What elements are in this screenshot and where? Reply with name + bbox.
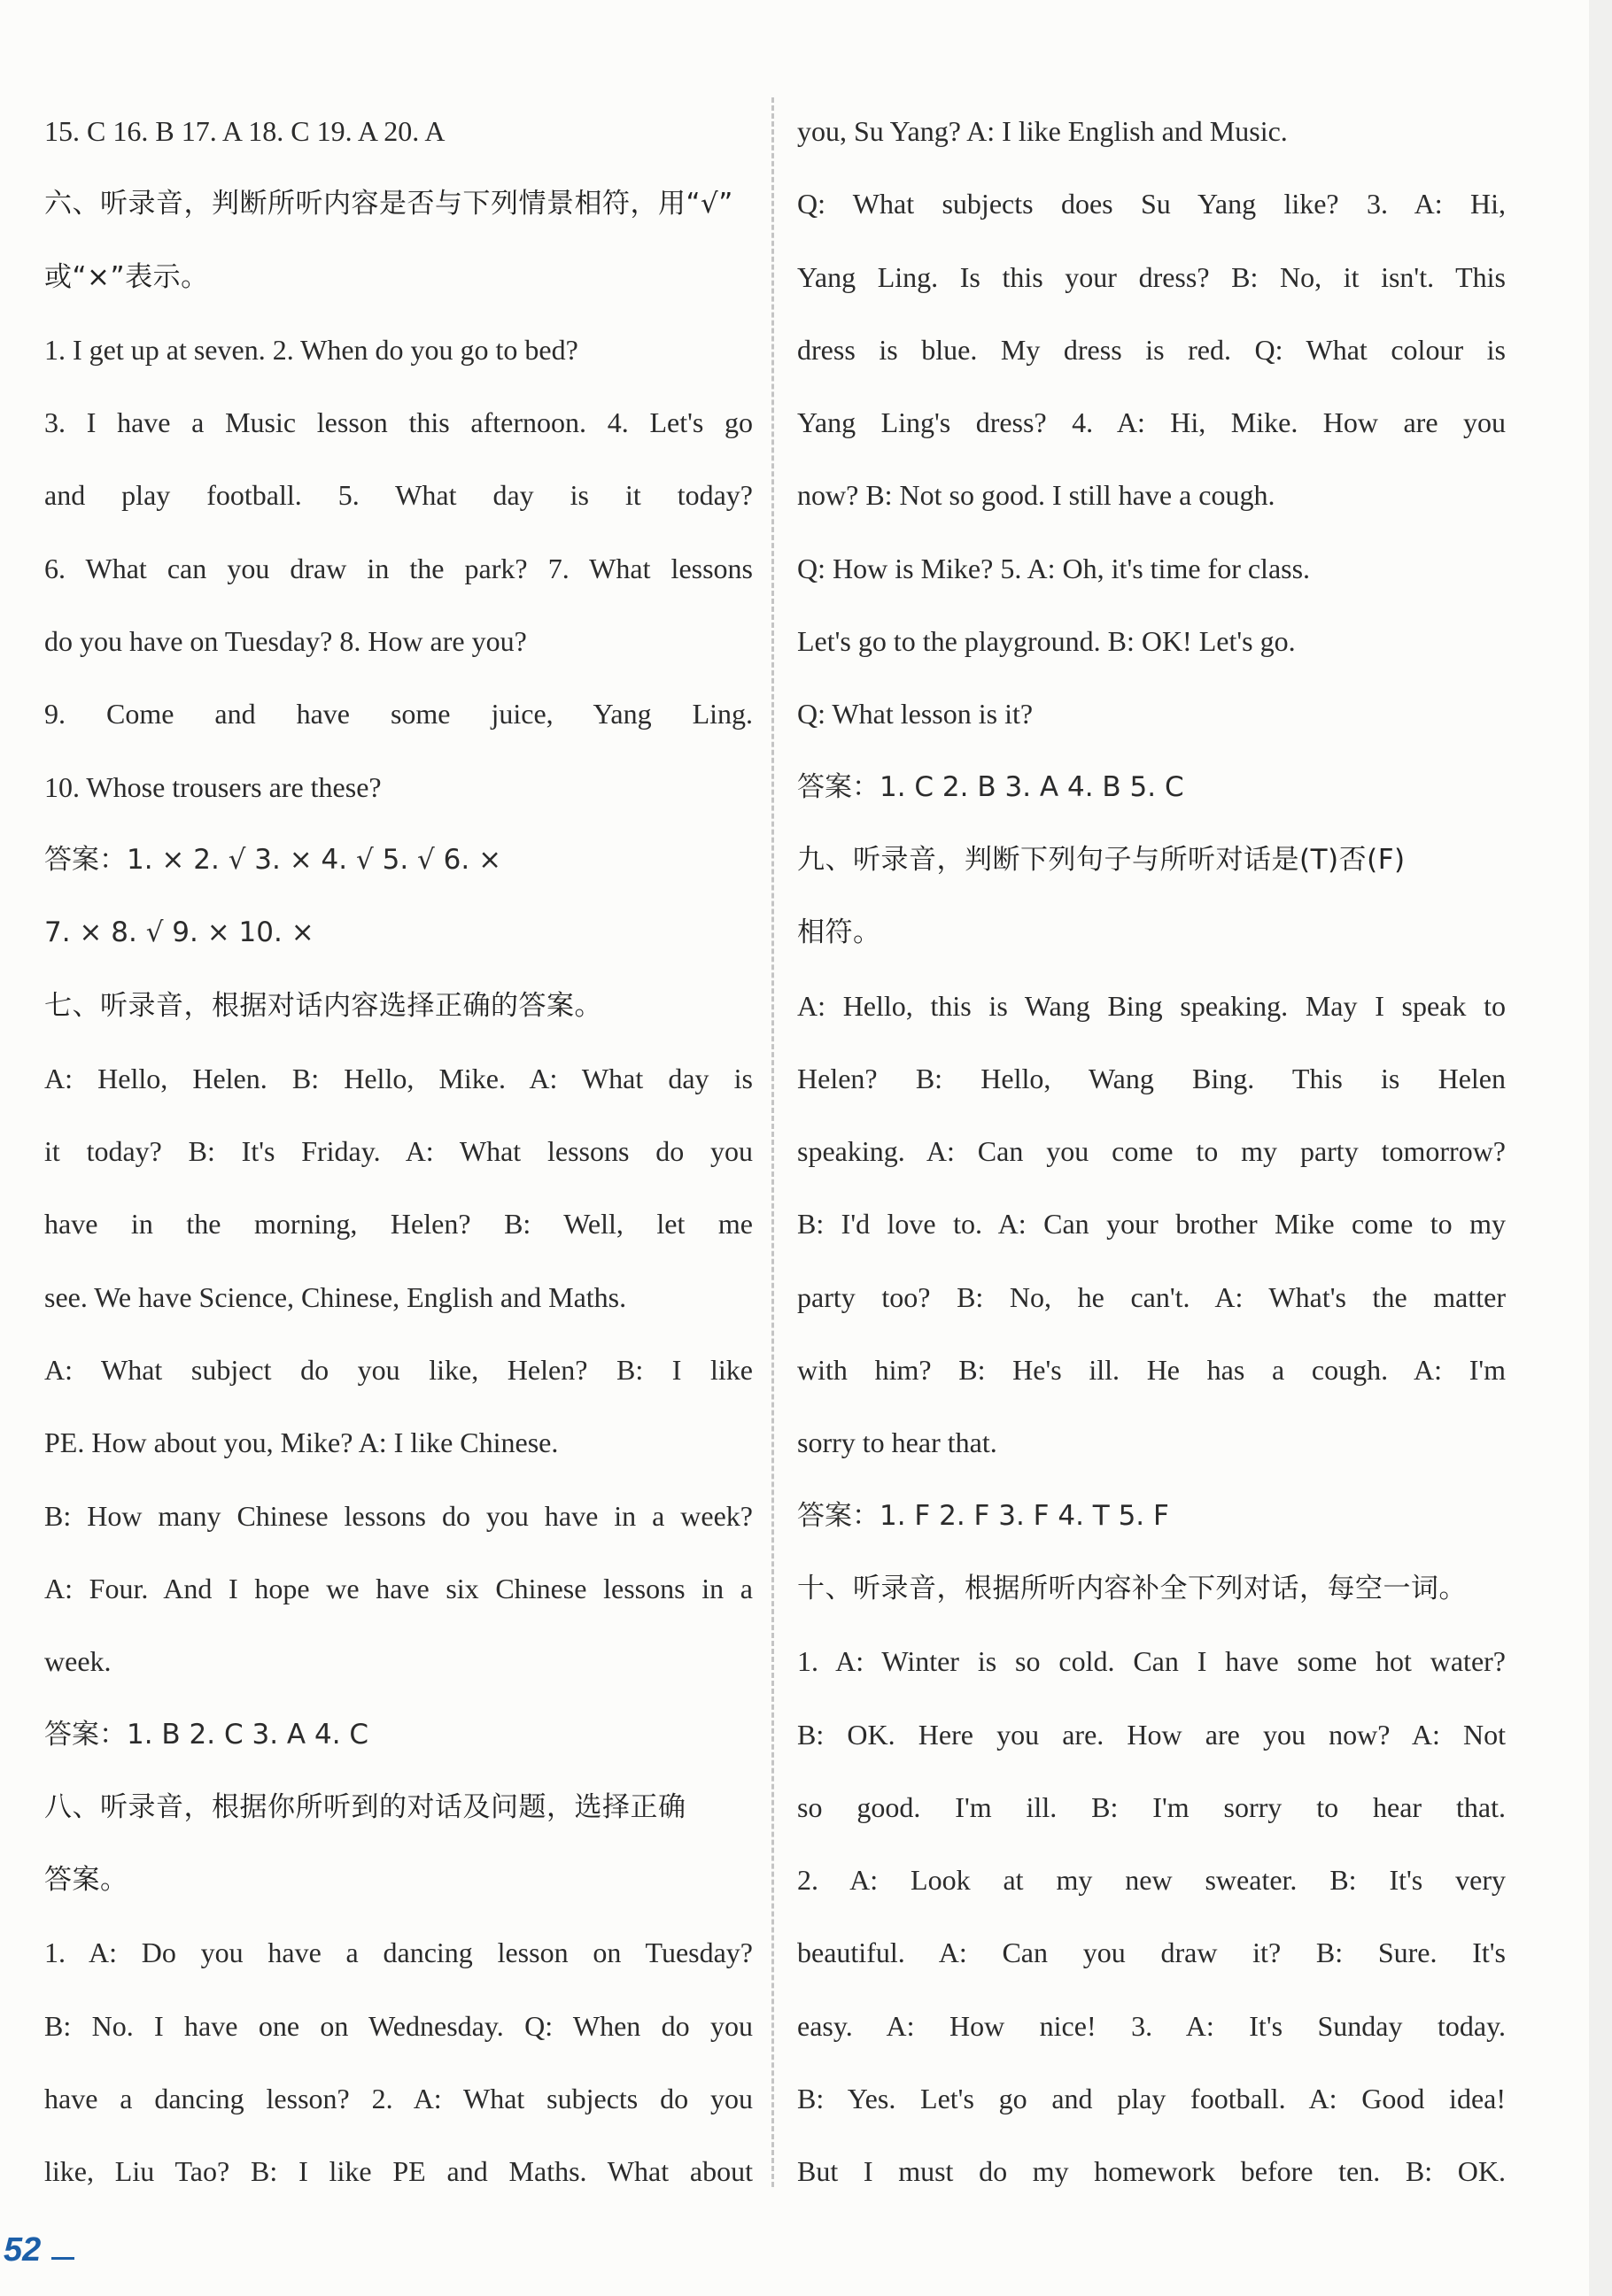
answer-line: 7. × 8. √ 9. × 10. × (44, 916, 314, 949)
answer-line: 答案：1. C 2. B 3. A 4. B 5. C (797, 770, 1184, 803)
section-heading-10: 十、听录音，根据所听内容补全下列对话，每空一词。 (797, 1572, 1467, 1604)
answer-line: 答案：1. B 2. C 3. A 4. C (44, 1718, 369, 1751)
text-line: beautiful. A: Can you draw it? B: Sure. It's (797, 1937, 1506, 1969)
text-line: Yang Ling. Is this your dress? B: No, it isn't. This (797, 260, 1506, 293)
text-line: PE. How about you, Mike? A: I like Chinese. (44, 1426, 559, 1459)
text-line: like, Liu Tao? B: I like PE and Maths. What about (44, 2155, 753, 2188)
left-column (44, 103, 753, 2216)
text-line: dress is blue. My dress is red. Q: What colour is (797, 333, 1506, 366)
section-heading-8-cont: 答案。 (44, 1864, 128, 1897)
text-line: B: I'd love to. A: Can your brother Mike come to my (797, 1208, 1506, 1241)
text-line: Q: What subjects does Su Yang like? 3. A: Hi, (797, 188, 1506, 220)
text-line: B: No. I have one on Wednesday. Q: When do you (44, 2009, 753, 2042)
text-line: see. We have Science, Chinese, English and Maths. (44, 1280, 627, 1313)
text-line: Let's go to the playground. B: OK! Let's go. (797, 625, 1296, 658)
text-line: have in the morning, Helen? B: Well, let me (44, 1208, 753, 1241)
column-divider (771, 97, 774, 2187)
text-line: Yang Ling's dress? 4. A: Hi, Mike. How are you (797, 406, 1506, 439)
text-line: 6. What can you draw in the park? 7. What lessons (44, 552, 753, 584)
text-line: 15. C 16. B 17. A 18. C 19. A 20. A (44, 115, 446, 147)
text-line: sorry to hear that. (797, 1426, 997, 1459)
text-line: with him? B: He's ill. He has a cough. A: I'm (797, 1354, 1506, 1387)
text-line: 9. Come and have some juice, Yang Ling. (44, 698, 753, 731)
page-number: 52 (4, 2231, 42, 2269)
text-line: 10. Whose trousers are these? (44, 770, 382, 803)
text-line: A: Four. And I hope we have six Chinese lessons in a (44, 1572, 753, 1604)
text-line: B: Yes. Let's go and play football. A: Good idea! (797, 2083, 1506, 2115)
text-line: But I must do my homework before ten. B: OK. (797, 2155, 1506, 2188)
text-line: you, Su Yang? A: I like English and Music. (797, 115, 1288, 147)
text-line: Q: How is Mike? 5. A: Oh, it's time for class. (797, 552, 1311, 584)
section-heading-7: 七、听录音，根据对话内容选择正确的答案。 (44, 989, 602, 1022)
text-line: do you have on Tuesday? 8. How are you? (44, 625, 527, 658)
section-heading-8: 八、听录音，根据你所听到的对话及问题，选择正确 (44, 1790, 686, 1823)
text-line: now? B: Not so good. I still have a cough. (797, 479, 1275, 512)
text-line: 1. I get up at seven. 2. When do you go to bed? (44, 333, 578, 366)
text-line: A: Hello, Helen. B: Hello, Mike. A: What day is (44, 1062, 753, 1094)
text-line: have a dancing lesson? 2. A: What subjects do you (44, 2083, 753, 2115)
page-edge (1589, 0, 1612, 2296)
page-number-dash (51, 2257, 74, 2260)
answer-line: 答案：1. × 2. √ 3. × 4. √ 5. √ 6. × (44, 843, 502, 876)
text-line: so good. I'm ill. B: I'm sorry to hear that. (797, 1790, 1506, 1823)
text-line: B: OK. Here you are. How are you now? A: Not (797, 1718, 1506, 1751)
right-column (797, 103, 1506, 2216)
answer-line: 答案：1. F 2. F 3. F 4. T 5. F (797, 1499, 1169, 1532)
text-line: speaking. A: Can you come to my party tomorrow? (797, 1135, 1506, 1168)
text-line: and play football. 5. What day is it today? (44, 479, 753, 512)
text-line: B: How many Chinese lessons do you have in a week? (44, 1499, 753, 1532)
text-line: Helen? B: Hello, Wang Bing. This is Helen (797, 1062, 1506, 1094)
text-line: A: What subject do you like, Helen? B: I like (44, 1354, 753, 1387)
text-line: 2. A: Look at my new sweater. B: It's very (797, 1864, 1506, 1897)
text-line: week. (44, 1645, 112, 1678)
text-line: party too? B: No, he can't. A: What's the matter (797, 1280, 1506, 1313)
section-heading-6-cont: 或“×”表示。 (44, 260, 209, 293)
text-line: it today? B: It's Friday. A: What lessons do you (44, 1135, 753, 1168)
text-line: 3. I have a Music lesson this afternoon. 4. Let's go (44, 406, 753, 439)
text-line: 1. A: Winter is so cold. Can I have some hot water? (797, 1645, 1506, 1678)
text-line: easy. A: How nice! 3. A: It's Sunday today. (797, 2009, 1506, 2042)
text-line: Q: What lesson is it? (797, 698, 1034, 731)
text-line: 1. A: Do you have a dancing lesson on Tuesday? (44, 1937, 753, 1969)
section-heading-9-cont: 相符。 (797, 916, 881, 949)
section-heading-9: 九、听录音，判断下列句子与所听对话是(T)否(F) (797, 843, 1406, 876)
text-line: A: Hello, this is Wang Bing speaking. May I speak to (797, 989, 1506, 1022)
section-heading-6: 六、听录音，判断所听内容是否与下列情景相符，用“√” (44, 188, 733, 220)
